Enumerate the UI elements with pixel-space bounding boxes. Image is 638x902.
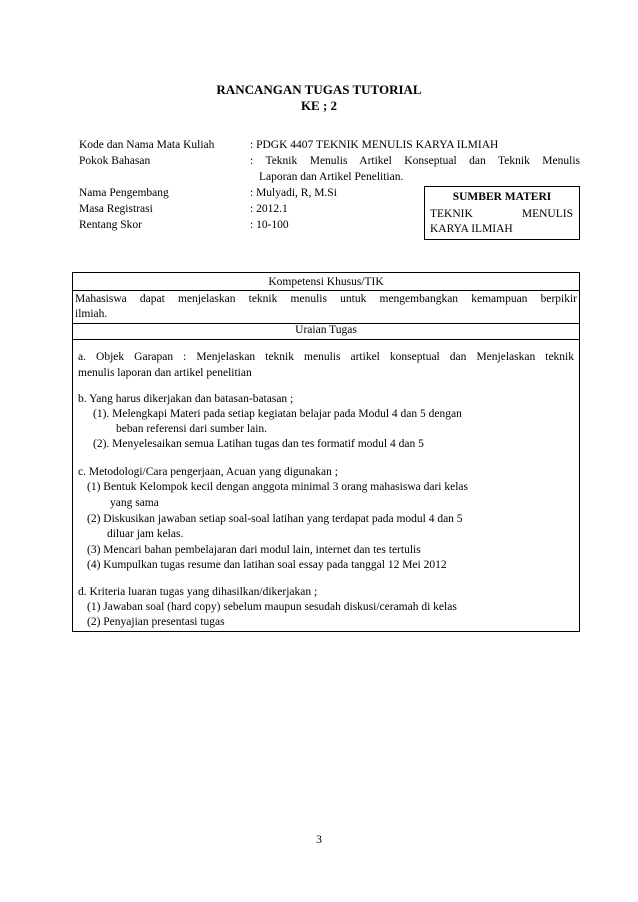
meta-value-pengembang: : Mulyadi, R, M.Si [250,187,337,199]
meta-label-skor: Rentang Skor [79,219,142,231]
uraian-header: Uraian Tugas [295,324,357,336]
section-c-item: (2) Diskusikan jawaban setiap soal-soal latihan yang terdapat pada modul 4 dan 5 [87,513,463,525]
section-c-item: yang sama [110,497,159,509]
kompetensi-text-line1 [75,293,577,305]
sumber-materi-word1: TEKNIK [430,208,473,220]
section-a-line1 [78,351,574,363]
section-c-item: (3) Mencari bahan pembelajaran dari modul lain, internet dan tes tertulis [87,544,421,556]
task-table [72,272,580,632]
divider [73,339,579,340]
section-b-title: b. Yang harus dikerjakan dan batasan-batasan ; [78,393,294,405]
section-b-item: beban referensi dari sumber lain. [116,423,268,435]
section-d-item: (2) Penyajian presentasi tugas [87,616,225,628]
meta-value-registrasi: : 2012.1 [250,203,288,215]
sumber-materi-line2: KARYA ILMIAH [430,223,513,235]
section-a-text: a. Objek Garapan : Menjelaskan teknik menulis artikel konseptual dan Menjelaskan teknik [78,351,574,363]
section-b-item: (1). Melengkapi Materi pada setiap kegiatan belajar pada Modul 4 dan 5 dengan [93,408,462,420]
meta-value-pokok-cont: Laporan dan Artikel Penelitian. [259,171,404,183]
sumber-materi-title: SUMBER MATERI [452,191,552,203]
section-c-item: (4) Kumpulkan tugas resume dan latihan soal essay pada tanggal 12 Mei 2012 [87,559,447,571]
kompetensi-text-line2: ilmiah. [75,308,108,320]
sumber-materi-word2: MENULIS [521,208,573,220]
meta-label-pokok: Pokok Bahasan [79,155,151,167]
meta-label-kode: Kode dan Nama Mata Kuliah [79,139,215,151]
section-a-line2: menulis laporan dan artikel penelitian [78,367,252,379]
meta-value-pokok [250,155,580,167]
section-c-title: c. Metodologi/Cara pengerjaan, Acuan yang digunakan ; [78,466,338,478]
section-c-item: diluar jam kelas. [107,528,184,540]
section-d-title: d. Kriteria luaran tugas yang dihasilkan/dikerjakan ; [78,586,318,598]
page-number: 3 [316,834,322,846]
sumber-materi-box [424,186,580,240]
section-d-item: (1) Jawaban soal (hard copy) sebelum maupun sesudah diskusi/ceramah di kelas [87,601,457,613]
section-b-item: (2). Menyelesaikan semua Latihan tugas dan tes formatif modul 4 dan 5 [93,438,424,450]
sumber-materi-line1 [430,208,573,220]
meta-value-kode: : PDGK 4407 TEKNIK MENULIS KARYA ILMIAH [250,139,499,151]
meta-label-registrasi: Masa Registrasi [79,203,153,215]
meta-label-pengembang: Nama Pengembang [79,187,169,199]
page-subtitle: KE ; 2 [300,98,338,113]
meta-value-skor: : 10-100 [250,219,289,231]
section-c-item: (1) Bentuk Kelompok kecil dengan anggota minimal 3 orang mahasiswa dari kelas [87,481,468,493]
kompetensi-text: Mahasiswa dapat menjelaskan teknik menulis untuk mengembangkan kemampuan berpikir [75,293,577,305]
kompetensi-header: Kompetensi Khusus/TIK [268,276,384,288]
page-title: RANCANGAN TUGAS TUTORIAL [216,82,422,97]
meta-value-pokok-text: : Teknik Menulis Artikel Konseptual dan Teknik Menulis [250,155,580,167]
divider [73,290,579,291]
